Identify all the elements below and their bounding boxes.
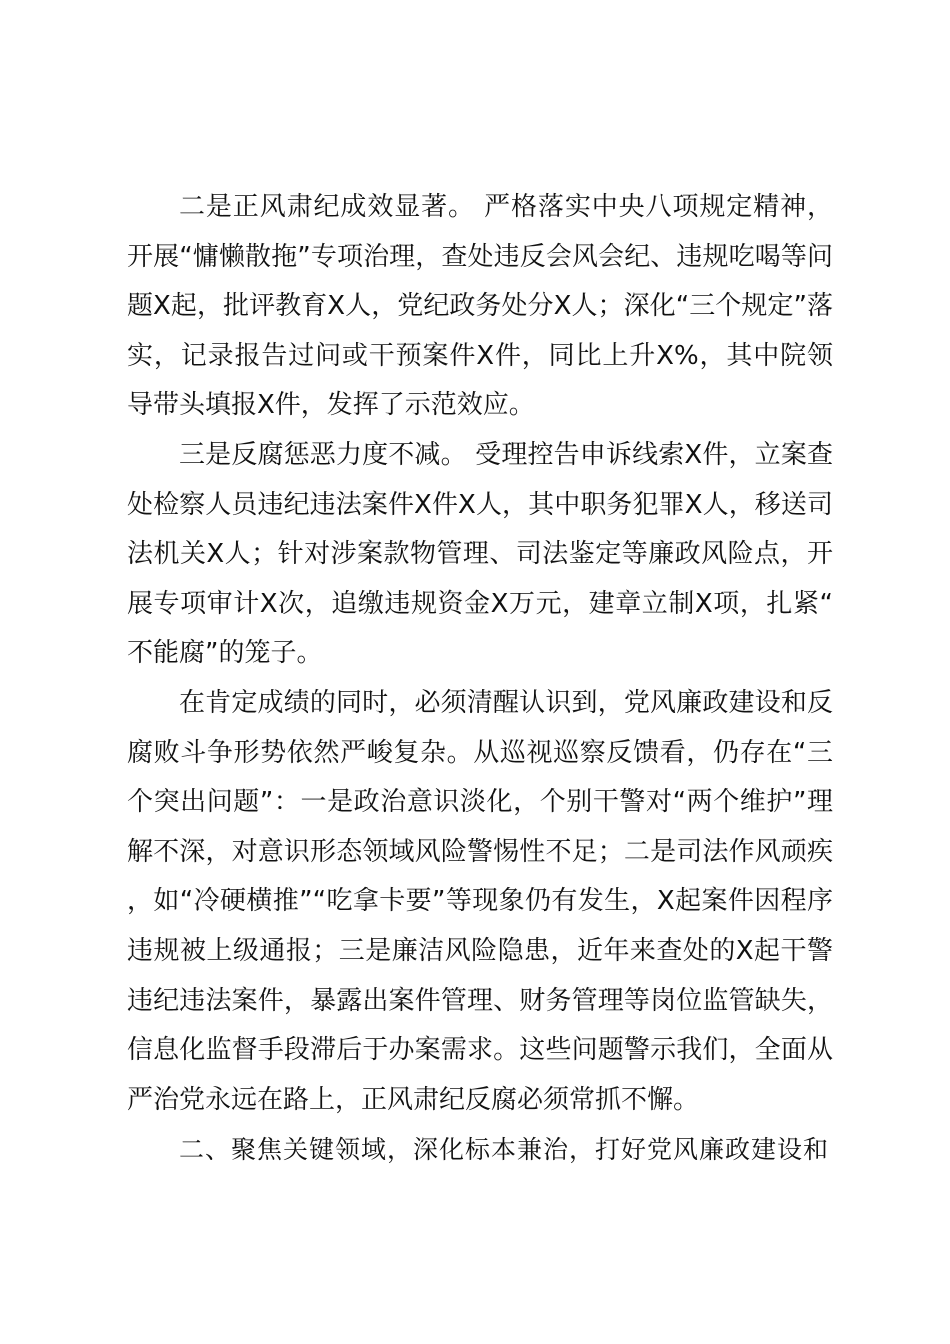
paragraph-lead: 二是正风肃纪成效显著。 [179,192,475,222]
paragraph-text: 在肯定成绩的同时，必须清醒认识到，党风廉政建设和反腐败斗争形势依然严峻复杂。从巡视巡察反馈看，仍存在“三个突出问题”：一是政治意识淡化，个别干警对“两个维护”理解不深，对意识形态领域风险警惕性不足；二是司法作风顽疾，如“冷硬横推”“吃拿卡要”等现象仍有发生，X起案件因程序违规被上级通报；三是廉洁风险隐患，近年来查处的X起干警违纪违法案件，暴露出案件管理、财务管理等岗位监管缺失，信息化监督手段滞后于办案需求。这些问题警示我们，全面从严治党永远在路上，正风肃纪反腐必须常抓不懈。 [127,687,833,1115]
paragraph-text: 严格落实中央八项规定精神，开展“慵懒散拖”专项治理，查处违反会风会纪、违规吃喝等问题X起，批评教育X人，党纪政务处分X人；深化“三个规定”落实，记录报告过问或干预案件X件，同比上升X%，其中院领导带头填报X件，发挥了示范效应。 [127,192,833,421]
paragraph-text: 受理控告申诉线索X件，立案查处检察人员违纪违法案件X件X人，其中职务犯罪X人，移送司法机关X人；针对涉案款物管理、司法鉴定等廉政风险点，开展专项审计X次，追缴违规资金X万元，建章立制X项，扎紧“不能腐”的笼子。 [127,439,833,669]
paragraph-problems [127,679,833,1125]
paragraph-anti-corruption [127,431,833,679]
document-body [127,183,833,1175]
section-heading: 二、聚焦关键领域，深化标本兼治，打好党风廉政建设和 [179,1135,830,1165]
paragraph-lead: 三是反腐惩恶力度不减。 [179,439,467,470]
paragraph-discipline-results [127,183,833,431]
